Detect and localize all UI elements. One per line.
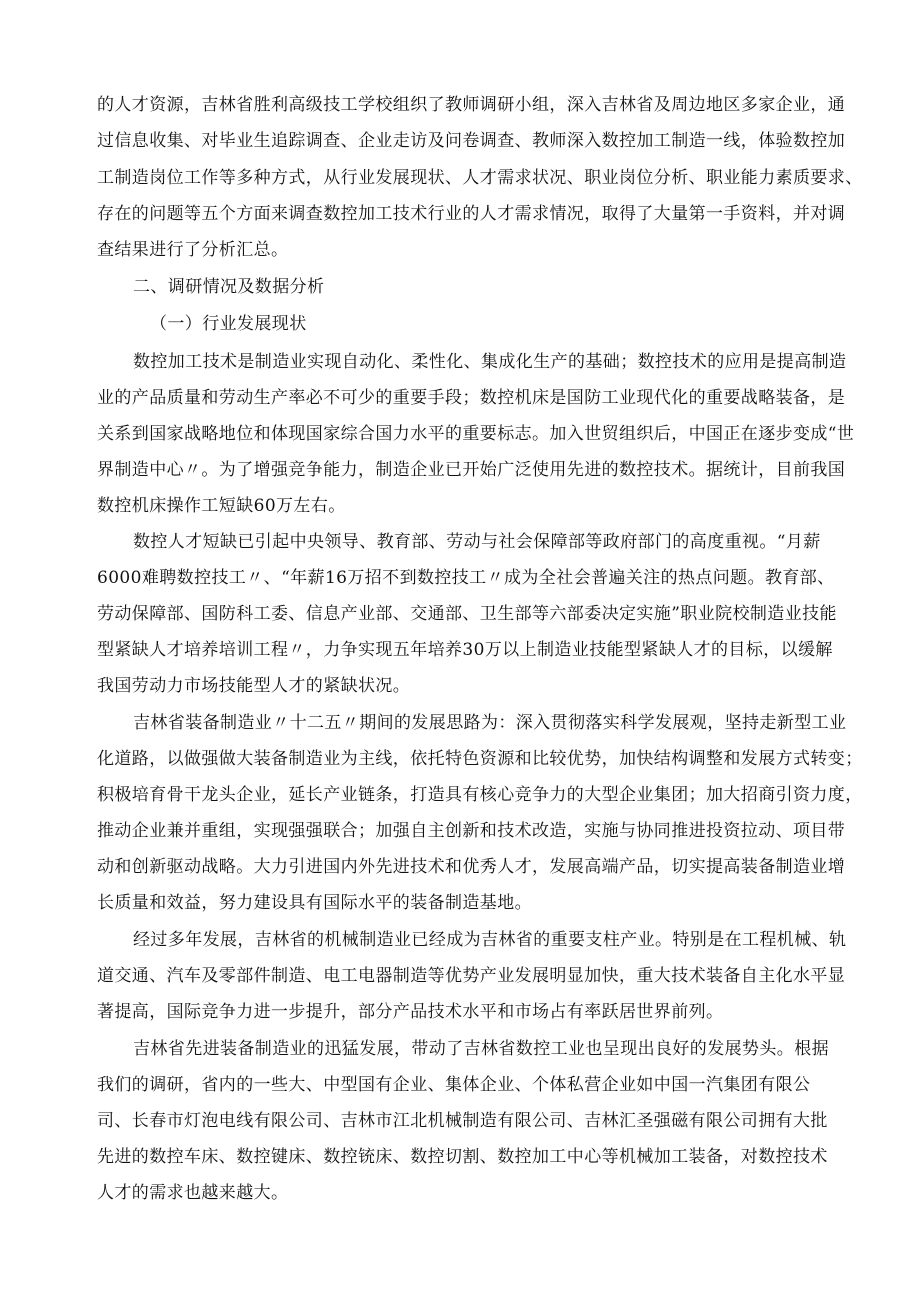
text-line: 存在的问题等五个方面来调查数控加工技术行业的人才需求情况，取得了大量第一手资料，并对调 <box>97 204 846 224</box>
text-line: 道交通、汽车及零部件制造、电工电器制造等优势产业发展明显加快，重大技术装备自主化水平显 <box>97 966 846 986</box>
text-line: 数控加工技术是制造业实现自动化、柔性化、集成化生产的基础；数控技术的应用是提高制造 <box>133 352 847 372</box>
section-heading: 二、调研情况及数据分析 <box>133 277 325 297</box>
text-line: 数控机床操作工短缺60万左右。 <box>97 496 346 516</box>
text-line: 推动企业兼并重组，实现强强联合；加强自主创新和技术改造，实施与协同推进投资拉动、项目带 <box>97 821 846 841</box>
text-line: 工制造岗位工作等多种方式，从行业发展现状、人才需求状况、职业岗位分析、职业能力素质要求、 <box>97 168 863 188</box>
text-line: 我国劳动力市场技能型人才的紧缺状况。 <box>97 676 411 696</box>
text-line: 过信息收集、对毕业生追踪调查、企业走访及问卷调查、教师深入数控加工制造一线，体验数控加 <box>97 131 846 151</box>
text-line: 司、长春市灯泡电线有限公司、吉林市江北机械制造有限公司、吉林汇圣强磁有限公司拥有大批 <box>97 1111 828 1131</box>
text-line: 吉林省装备制造业〃十二五〃期间的发展思路为：深入贯彻落实科学发展观，坚持走新型工业 <box>133 713 847 733</box>
subsection-heading: （一）行业发展现状 <box>150 314 307 334</box>
text-line: 界制造中心〃。为了增强竞争能力，制造企业已开始广泛使用先进的数控技术。据统计，目前我国 <box>97 460 846 480</box>
text-line: 动和创新驱动战略。大力引进国内外先进技术和优秀人才，发展高端产品，切实提高装备制造业增 <box>97 857 846 877</box>
text-line: 劳动保障部、国防科工委、信息产业部、交通部、卫生部等六部委决定实施”职业院校制造业技能 <box>97 604 837 624</box>
text-line: 的人才资源，吉林省胜利高级技工学校组织了教师调研小组，深入吉林省及周边地区多家企业，通 <box>97 95 846 115</box>
text-line: 人才的需求也越来越大。 <box>97 1183 289 1203</box>
text-line: 长质量和效益，努力建设具有国际水平的装备制造基地。 <box>97 893 532 913</box>
text-line: 经过多年发展，吉林省的机械制造业已经成为吉林省的重要支柱产业。特别是在工程机械、轨 <box>133 930 847 950</box>
text-line: 数控人才短缺已引起中央领导、教育部、劳动与社会保障部等政府部门的高度重视。“月薪 <box>133 532 821 552</box>
text-line: 积极培育骨干龙头企业，延长产业链条，打造具有核心竞争力的大型企业集团；加大招商引资力度， <box>97 785 863 805</box>
text-line: 业的产品质量和劳动生产率必不可少的重要手段；数控机床是国防工业现代化的重要战略装备，是 <box>97 388 846 408</box>
text-line: 先进的数控车床、数控键床、数控铳床、数控切割、数控加工中心等机械加工装备，对数控技术 <box>97 1147 828 1167</box>
text-line: 著提高，国际竞争力进一步提升，部分产品技术水平和市场占有率跃居世界前列。 <box>97 1002 724 1022</box>
text-line: 6000难聘数控技工〃、“年薪16万招不到数控技工〃成为全社会普遍关注的热点问题。教育部、 <box>97 568 835 588</box>
text-line: 查结果进行了分析汇总。 <box>97 240 289 260</box>
text-line: 吉林省先进装备制造业的迅猛发展，带动了吉林省数控工业也呈现出良好的发展势头。根据 <box>133 1039 829 1059</box>
text-line: 关系到国家战略地位和体现国家综合国力水平的重要标志。加入世贸组织后，中国正在逐步变成“世 <box>97 424 855 444</box>
text-line: 我们的调研，省内的一些大、中型国有企业、集体企业、个体私营企业如中国一汽集团有限公 <box>97 1075 811 1095</box>
text-line: 型紧缺人才培养培训工程〃，力争实现五年培养30万以上制造业技能型紧缺人才的目标，以缓解 <box>97 640 833 660</box>
text-line: 化道路，以做强做大装备制造业为主线，依托特色资源和比较优势，加快结构调整和发展方式转变； <box>97 749 863 769</box>
